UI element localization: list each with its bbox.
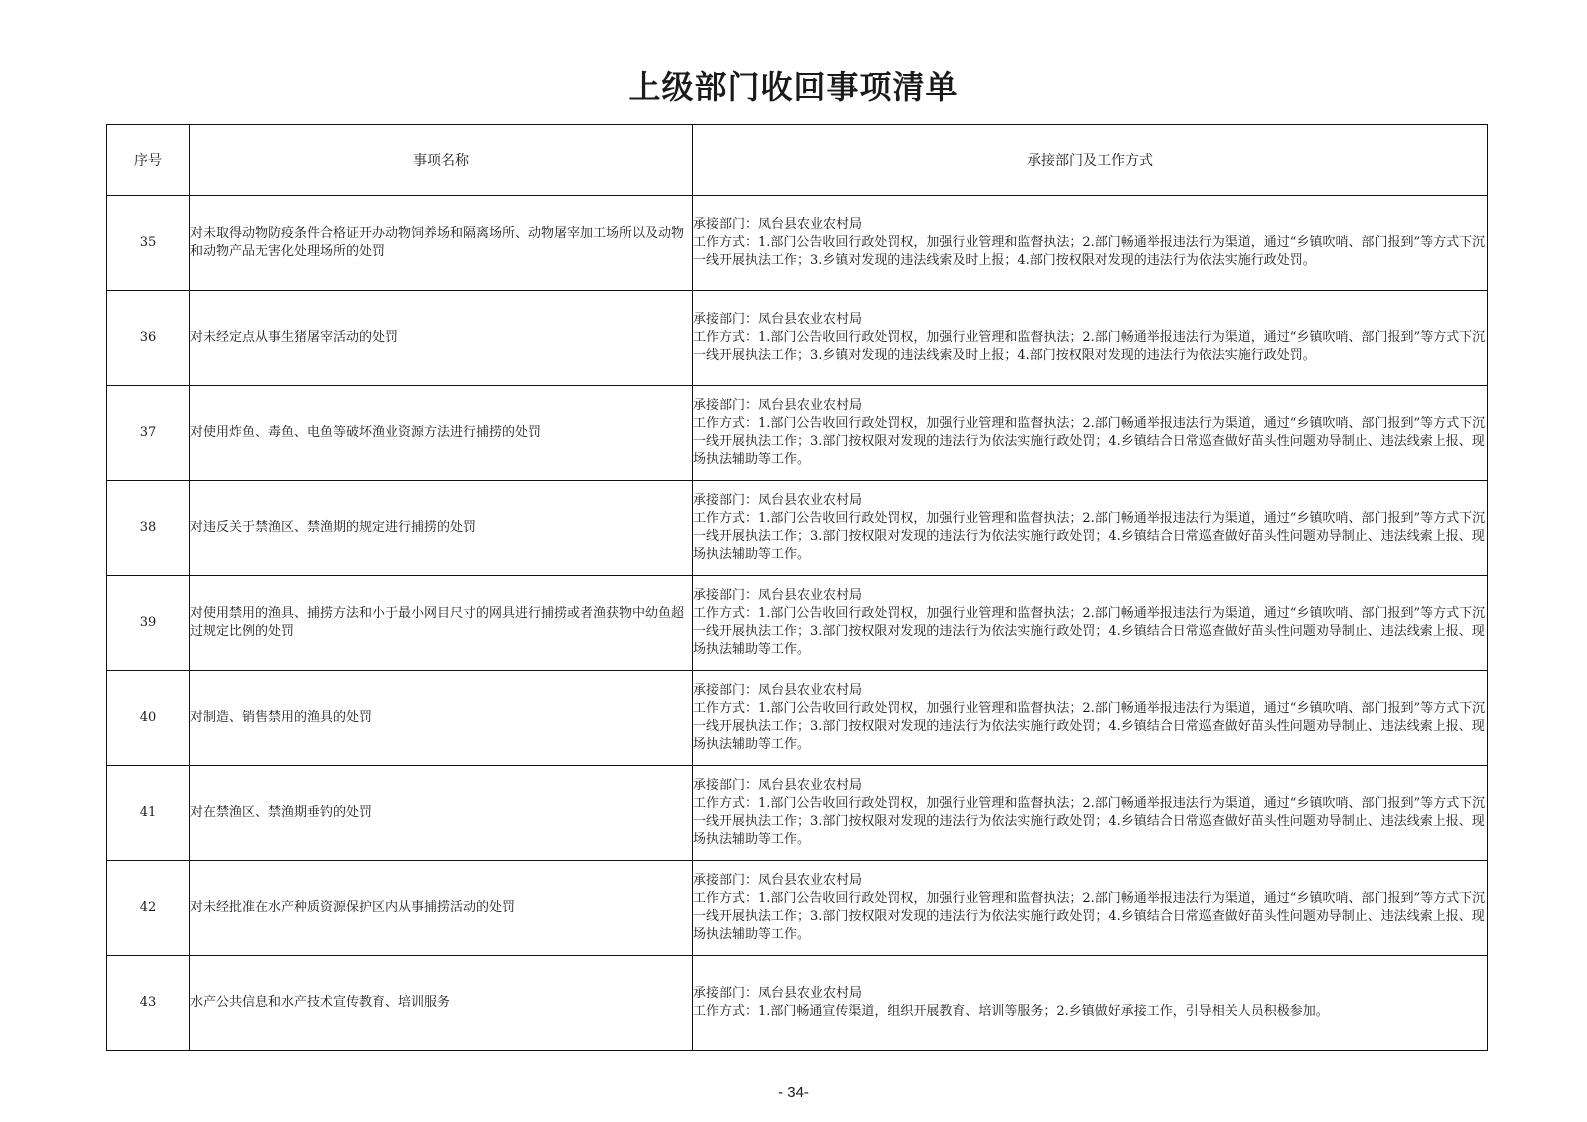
item-name: 水产公共信息和水产技术宣传教育、培训服务	[190, 956, 693, 1051]
item-name: 对使用禁用的渔具、捕捞方法和小于最小网目尺寸的网具进行捕捞或者渔获物中幼鱼超过规定比例的处罚	[190, 576, 693, 671]
receiving-department: 承接部门：凤台县农业农村局	[693, 986, 863, 1001]
dept-method-cell	[693, 291, 1488, 386]
dept-method-cell	[693, 196, 1488, 291]
item-name: 对未经批准在水产种质资源保护区内从事捕捞活动的处罚	[190, 861, 693, 956]
dept-method-cell	[693, 956, 1488, 1051]
work-method: 工作方式：1.部门公告收回行政处罚权，加强行业管理和监督执法；2.部门畅通举报违法行为渠道，通过“乡镇吹哨、部门报到”等方式下沉一线开展执法工作；3.部门按权限对发现的违法行为依法实施行政处罚；4.乡镇结合日常巡查做好苗头性问题劝导制止、违法线索上报、现场执法辅助等工作。	[693, 796, 1486, 847]
row-number: 43	[107, 956, 190, 1051]
table-row	[107, 481, 1488, 576]
receiving-department: 承接部门：凤台县农业农村局	[693, 683, 863, 698]
work-method: 工作方式：1.部门公告收回行政处罚权，加强行业管理和监督执法；2.部门畅通举报违法行为渠道，通过“乡镇吹哨、部门报到”等方式下沉一线开展执法工作；3.部门按权限对发现的违法行为依法实施行政处罚；4.乡镇结合日常巡查做好苗头性问题劝导制止、违法线索上报、现场执法辅助等工作。	[693, 511, 1486, 562]
dept-method-cell	[693, 861, 1488, 956]
header-serial-number: 序号	[107, 125, 190, 196]
receiving-department: 承接部门：凤台县农业农村局	[693, 588, 863, 603]
page-number: - 34-	[778, 1084, 809, 1101]
row-number: 36	[107, 291, 190, 386]
item-name: 对制造、销售禁用的渔具的处罚	[190, 671, 693, 766]
row-number: 38	[107, 481, 190, 576]
row-number: 37	[107, 386, 190, 481]
receiving-department: 承接部门：凤台县农业农村局	[693, 398, 863, 413]
work-method: 工作方式：1.部门公告收回行政处罚权，加强行业管理和监督执法；2.部门畅通举报违法行为渠道，通过“乡镇吹哨、部门报到”等方式下沉一线开展执法工作；3.部门按权限对发现的违法行为依法实施行政处罚；4.乡镇结合日常巡查做好苗头性问题劝导制止、违法线索上报、现场执法辅助等工作。	[693, 416, 1486, 467]
receiving-department: 承接部门：凤台县农业农村局	[693, 493, 863, 508]
dept-method-cell	[693, 386, 1488, 481]
table-row	[107, 291, 1488, 386]
work-method: 工作方式：1.部门公告收回行政处罚权，加强行业管理和监督执法；2.部门畅通举报违法行为渠道，通过“乡镇吹哨、部门报到”等方式下沉一线开展执法工作；3.部门按权限对发现的违法行为依法实施行政处罚；4.乡镇结合日常巡查做好苗头性问题劝导制止、违法线索上报、现场执法辅助等工作。	[693, 701, 1486, 752]
receiving-department: 承接部门：凤台县农业农村局	[693, 873, 863, 888]
work-method: 工作方式：1.部门畅通宣传渠道，组织开展教育、培训等服务；2.乡镇做好承接工作，引导相关人员积极参加。	[693, 1004, 1329, 1019]
items-table	[106, 124, 1488, 1051]
dept-method-cell	[693, 576, 1488, 671]
table-header-row	[107, 125, 1488, 196]
header-dept-and-method: 承接部门及工作方式	[693, 125, 1488, 196]
row-number: 41	[107, 766, 190, 861]
row-number: 35	[107, 196, 190, 291]
receiving-department: 承接部门：凤台县农业农村局	[693, 312, 863, 327]
receiving-department: 承接部门：凤台县农业农村局	[693, 778, 863, 793]
item-name: 对在禁渔区、禁渔期垂钓的处罚	[190, 766, 693, 861]
table-row	[107, 671, 1488, 766]
work-method: 工作方式：1.部门公告收回行政处罚权，加强行业管理和监督执法；2.部门畅通举报违法行为渠道，通过“乡镇吹哨、部门报到”等方式下沉一线开展执法工作；3.乡镇对发现的违法线索及时上报；4.部门按权限对发现的违法行为依法实施行政处罚。	[693, 235, 1486, 268]
item-name: 对使用炸鱼、毒鱼、电鱼等破坏渔业资源方法进行捕捞的处罚	[190, 386, 693, 481]
receiving-department: 承接部门：凤台县农业农村局	[693, 217, 863, 232]
dept-method-cell	[693, 481, 1488, 576]
table-row	[107, 956, 1488, 1051]
table-row	[107, 576, 1488, 671]
work-method: 工作方式：1.部门公告收回行政处罚权，加强行业管理和监督执法；2.部门畅通举报违法行为渠道，通过“乡镇吹哨、部门报到”等方式下沉一线开展执法工作；3.部门按权限对发现的违法行为依法实施行政处罚；4.乡镇结合日常巡查做好苗头性问题劝导制止、违法线索上报、现场执法辅助等工作。	[693, 606, 1486, 657]
row-number: 39	[107, 576, 190, 671]
table-row	[107, 386, 1488, 481]
table-row	[107, 861, 1488, 956]
row-number: 42	[107, 861, 190, 956]
page-title: 上级部门收回事项清单	[628, 68, 959, 106]
work-method: 工作方式：1.部门公告收回行政处罚权，加强行业管理和监督执法；2.部门畅通举报违法行为渠道，通过“乡镇吹哨、部门报到”等方式下沉一线开展执法工作；3.部门按权限对发现的违法行为依法实施行政处罚；4.乡镇结合日常巡查做好苗头性问题劝导制止、违法线索上报、现场执法辅助等工作。	[693, 891, 1486, 942]
work-method: 工作方式：1.部门公告收回行政处罚权，加强行业管理和监督执法；2.部门畅通举报违法行为渠道，通过“乡镇吹哨、部门报到”等方式下沉一线开展执法工作；3.乡镇对发现的违法线索及时上报；4.部门按权限对发现的违法行为依法实施行政处罚。	[693, 330, 1486, 363]
row-number: 40	[107, 671, 190, 766]
table-row	[107, 766, 1488, 861]
item-name: 对未取得动物防疫条件合格证开办动物饲养场和隔离场所、动物屠宰加工场所以及动物和动物产品无害化处理场所的处罚	[190, 196, 693, 291]
dept-method-cell	[693, 671, 1488, 766]
dept-method-cell	[693, 766, 1488, 861]
item-name: 对违反关于禁渔区、禁渔期的规定进行捕捞的处罚	[190, 481, 693, 576]
item-name: 对未经定点从事生猪屠宰活动的处罚	[190, 291, 693, 386]
table-row	[107, 196, 1488, 291]
header-item-name: 事项名称	[190, 125, 693, 196]
